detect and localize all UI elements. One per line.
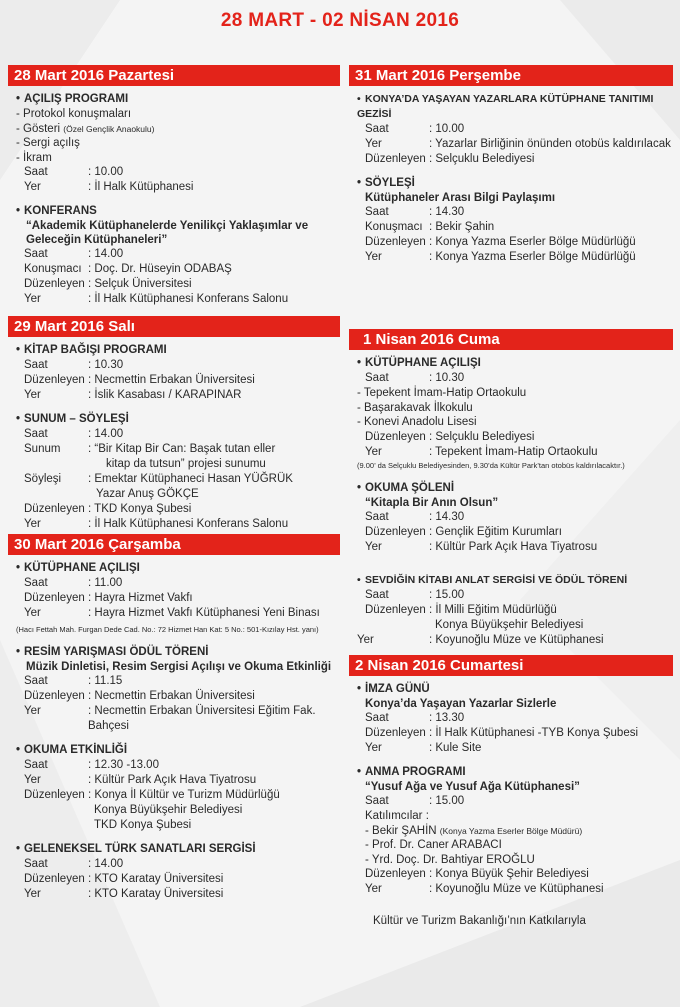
day-30-mart [8, 534, 340, 902]
talk-row: Söyleşi : Emektar Kütüphaneci Hasan YÜĞRÜK [24, 473, 293, 485]
bullet-icon: • [16, 843, 21, 855]
event-subtitle: “Kitapla Bir Anın Olsun” [365, 496, 499, 509]
bullet-icon: • [16, 562, 21, 574]
organizer-row: Düzenleyen : Konya Yazma Eserler Bölge Müdürlüğü [365, 236, 636, 248]
day-header-2-nisan: 2 Nisan 2016 Cumartesi [349, 655, 673, 676]
event-kitap-bagisi [16, 343, 340, 403]
bullet-icon: • [357, 765, 362, 778]
location-row: Yer : İslik Kasabası / KARAPINAR [24, 389, 242, 401]
organizer-row: Düzenleyen : Konya Büyük Şehir Belediyesi [365, 868, 589, 880]
bullet-icon: • [357, 573, 361, 586]
event-title: OKUMA ŞÖLENİ [365, 481, 455, 494]
day-2-nisan [349, 655, 673, 928]
event-resim-yarismasi [16, 645, 340, 734]
bullet-icon: • [16, 344, 21, 356]
event-title: KONYA’DA YAŞAYAN YAZARLARA KÜTÜPHANE TANITIMI GEZİSİ [357, 93, 654, 120]
event-title: İMZA GÜNÜ [365, 682, 430, 695]
time-row: Saat : 11.15 [24, 675, 123, 687]
event-subtitle: Konya’da Yaşayan Yazarlar Sizlerle [365, 697, 557, 710]
bullet-icon: • [357, 177, 362, 189]
event-acilis-programi [16, 92, 340, 195]
organizer-row: Düzenleyen : Necmettin Erbakan Üniversitesi [24, 374, 255, 386]
location-row: Yer : Kule Site [365, 741, 482, 754]
list-item: - Sergi açılış [16, 137, 80, 149]
bullet-icon: • [16, 744, 21, 756]
location-row: Yer : Koyunoğlu Müze ve Kütüphanesi [357, 633, 604, 646]
event-soylesi [357, 176, 673, 265]
event-title: OKUMA ETKİNLİĞİ [24, 744, 128, 756]
organizer-row: Düzenleyen : Gençlik Eğitim Kurumları [365, 525, 562, 538]
location-row: Yer : Koyunoğlu Müze ve Kütüphanesi [365, 883, 604, 895]
event-yazarlar-gezisi [357, 92, 673, 167]
bullet-icon: • [16, 205, 21, 217]
location-row: Yer : Kültür Park Açık Hava Tiyatrosu [365, 540, 598, 553]
day-header-28-mart: 28 Mart 2016 Pazartesi [8, 65, 340, 86]
location-row: Yer : KTO Karatay Üniversitesi [24, 888, 224, 900]
event-title: SÖYLEŞİ [365, 177, 415, 189]
time-row: Saat : 14.00 [24, 248, 124, 260]
day-header-1-nisan: 1 Nisan 2016 Cuma [349, 329, 673, 350]
event-title: SEVDİĞİN KİTABI ANLAT SERGİSİ VE ÖDÜL TÖRENİ [365, 573, 628, 586]
event-kutuphane-acilisi [357, 356, 673, 472]
list-item: - Gösteri (Özel Gençlik Anaokulu) [16, 122, 155, 135]
organizer-row-cont: Konya Büyükşehir Belediyesi [94, 804, 243, 816]
organizer-row: Düzenleyen : Necmettin Erbakan Üniversitesi [24, 690, 255, 702]
event-subtitle: “Yusuf Ağa ve Yusuf Ağa Kütüphanesi” [365, 780, 580, 793]
event-title: GELENEKSEL TÜRK SANATLARI SERGİSİ [24, 843, 256, 855]
location-row: Yer : İl Halk Kütüphanesi Konferans Salonu [24, 518, 289, 530]
sponsor-footer: Kültür ve Turizm Bakanlığı’nın Katkılarıyla [373, 915, 586, 927]
event-title: KÜTÜPHANE AÇILIŞI [365, 357, 481, 369]
presentation-row: Sunum : “Bir Kitap Bir Can: Başak tutan eller [24, 443, 276, 455]
event-sevdigin-kitabi [357, 573, 673, 648]
bullet-icon: • [357, 93, 361, 105]
organizer-row: Düzenleyen : Selçuklu Belediyesi [365, 430, 535, 443]
location-row: Yer : Tepekent İmam-Hatip Ortaokulu [365, 445, 598, 458]
time-row: Saat : 11.00 [24, 577, 123, 589]
organizer-row: Düzenleyen : KTO Karatay Üniversitesi [24, 873, 224, 885]
day-31-mart [349, 65, 673, 265]
event-okuma-etkinligi [16, 743, 340, 833]
event-imza-gunu [357, 682, 673, 756]
location-row: Yer : Konya Yazma Eserler Bölge Müdürlüğü [365, 251, 636, 263]
list-item: - Konevi Anadolu Lisesi [357, 416, 477, 428]
bus-note: (9.00’ da Selçuklu Belediyesinden, 9.30’da Kültür Park’tan otobüs kaldırılacaktır.) [357, 460, 625, 470]
time-row: Saat : 13.30 [365, 711, 465, 724]
speaker-row: Konuşmacı : Doç. Dr. Hüseyin ODABAŞ [24, 263, 232, 275]
event-konferans [16, 204, 340, 307]
page-title: 28 MART - 02 NİSAN 2016 [220, 10, 460, 31]
participant-item: - Bekir ŞAHİN (Konya Yazma Eserler Bölge Müdürü) [365, 824, 583, 837]
organizer-row: Düzenleyen : TKD Konya Şubesi [24, 503, 192, 515]
event-subtitle: Geleceğin Kütüphaneleri” [26, 234, 168, 246]
day-28-mart [8, 65, 340, 307]
time-row: Saat : 14.00 [24, 858, 124, 870]
list-item: - İkram [16, 151, 52, 164]
time-row: Saat : 14.00 [24, 428, 124, 440]
event-okuma-soleni [357, 481, 673, 555]
bullet-icon: • [16, 413, 21, 425]
location-row: Yer : Kültür Park Açık Hava Tiyatrosu [24, 774, 257, 786]
time-row: Saat : 15.00 [365, 588, 465, 601]
event-title: AÇILIŞ PROGRAMI [24, 93, 129, 105]
event-title: KÜTÜPHANE AÇILIŞI [24, 562, 140, 574]
location-row: Yer : Yazarlar Birliğinin önünden otobüs kaldırılacak [365, 138, 671, 150]
bullet-icon: • [16, 646, 21, 658]
location-row: Yer : İl Halk Kütüphanesi [24, 181, 194, 193]
participant-item: - Prof. Dr. Caner ARABACI [365, 839, 502, 851]
participant-item: - Yrd. Doç. Dr. Bahtiyar EROĞLU [365, 853, 535, 866]
organizer-row: Düzenleyen : Selçuklu Belediyesi [365, 153, 535, 165]
address-note: (Hacı Fettah Mah. Furgan Dede Cad. No.: 72 Hizmet Han Kat: 5 No.: 501-Kızılay Hst. yanı) [16, 625, 319, 634]
location-row: Yer : Hayra Hizmet Vakfı Kütüphanesi Yeni Binası [24, 607, 320, 619]
location-row: Yer : Necmettin Erbakan Üniversitesi Eğitim Fak. Bahçesi [24, 705, 316, 732]
event-title: KONFERANS [24, 205, 97, 217]
day-header-31-mart: 31 Mart 2016 Perşembe [349, 65, 673, 86]
event-anma-programi [357, 765, 673, 898]
time-row: Saat : 15.00 [365, 794, 465, 807]
time-row: Saat : 10.30 [24, 359, 124, 371]
organizer-row: Düzenleyen : Hayra Hizmet Vakfı [24, 592, 193, 604]
organizer-row-cont: Konya Büyükşehir Belediyesi [435, 618, 584, 631]
event-subtitle: Müzik Dinletisi, Resim Sergisi Açılışı ve Okuma Etkinliği [26, 661, 332, 673]
event-kutuphane-acilisi [16, 561, 340, 636]
event-title: SUNUM – SÖYLEŞİ [24, 413, 129, 425]
event-title: KİTAP BAĞIŞI PROGRAMI [24, 344, 167, 356]
event-subtitle: “Akademik Kütüphanelerde Yenilikçi Yaklaşımlar ve [26, 220, 309, 232]
time-row: Saat : 14.30 [365, 206, 465, 218]
event-title: RESİM YARIŞMASI ÖDÜL TÖRENİ [24, 646, 209, 658]
bullet-icon: • [357, 481, 362, 494]
speaker-row: Konuşmacı : Bekir Şahin [365, 221, 495, 233]
event-geleneksel-sanatlar [16, 842, 340, 902]
day-29-mart [8, 316, 340, 532]
organizer-row: Düzenleyen : İl Milli Eğitim Müdürlüğü [365, 603, 557, 616]
location-row: Yer : İl Halk Kütüphanesi Konferans Salonu [24, 293, 289, 305]
organizer-row: Düzenleyen : İl Halk Kütüphanesi -TYB Konya Şubesi [365, 726, 639, 739]
event-subtitle: Kütüphaneler Arası Bilgi Paylaşımı [365, 192, 556, 204]
organizer-row-cont: TKD Konya Şubesi [94, 819, 192, 831]
presentation-row-cont: kitap da tutsun” projesi sunumu [106, 458, 266, 470]
list-item: - Başarakavak İlkokulu [357, 401, 473, 414]
bullet-icon: • [357, 682, 362, 695]
time-row: Saat : 12.30 -13.00 [24, 759, 159, 771]
bullet-icon: • [357, 357, 362, 369]
left-column [8, 65, 340, 911]
talk-row-cont: Yazar Anuş GÖKÇE [96, 488, 199, 500]
event-title: ANMA PROGRAMI [365, 765, 466, 778]
bullet-icon: • [16, 93, 21, 105]
time-row: Saat : 10.00 [365, 123, 465, 135]
list-item: - Tepekent İmam-Hatip Ortaokulu [357, 387, 527, 399]
participants-label: Katılımcılar : [365, 809, 429, 822]
organizer-row: Düzenleyen : Selçuk Üniversitesi [24, 278, 192, 290]
right-column [349, 65, 673, 927]
time-row: Saat : 14.30 [365, 510, 465, 523]
day-1-nisan [349, 329, 673, 648]
event-sunum-soylesi [16, 412, 340, 532]
time-row: Saat : 10.00 [24, 166, 124, 178]
organizer-row: Düzenleyen : Konya İl Kültür ve Turizm Müdürlüğü [24, 789, 280, 801]
day-header-30-mart: 30 Mart 2016 Çarşamba [8, 534, 340, 555]
time-row: Saat : 10.30 [365, 372, 465, 384]
list-item: - Protokol konuşmaları [16, 108, 132, 120]
day-header-29-mart: 29 Mart 2016 Salı [8, 316, 340, 337]
